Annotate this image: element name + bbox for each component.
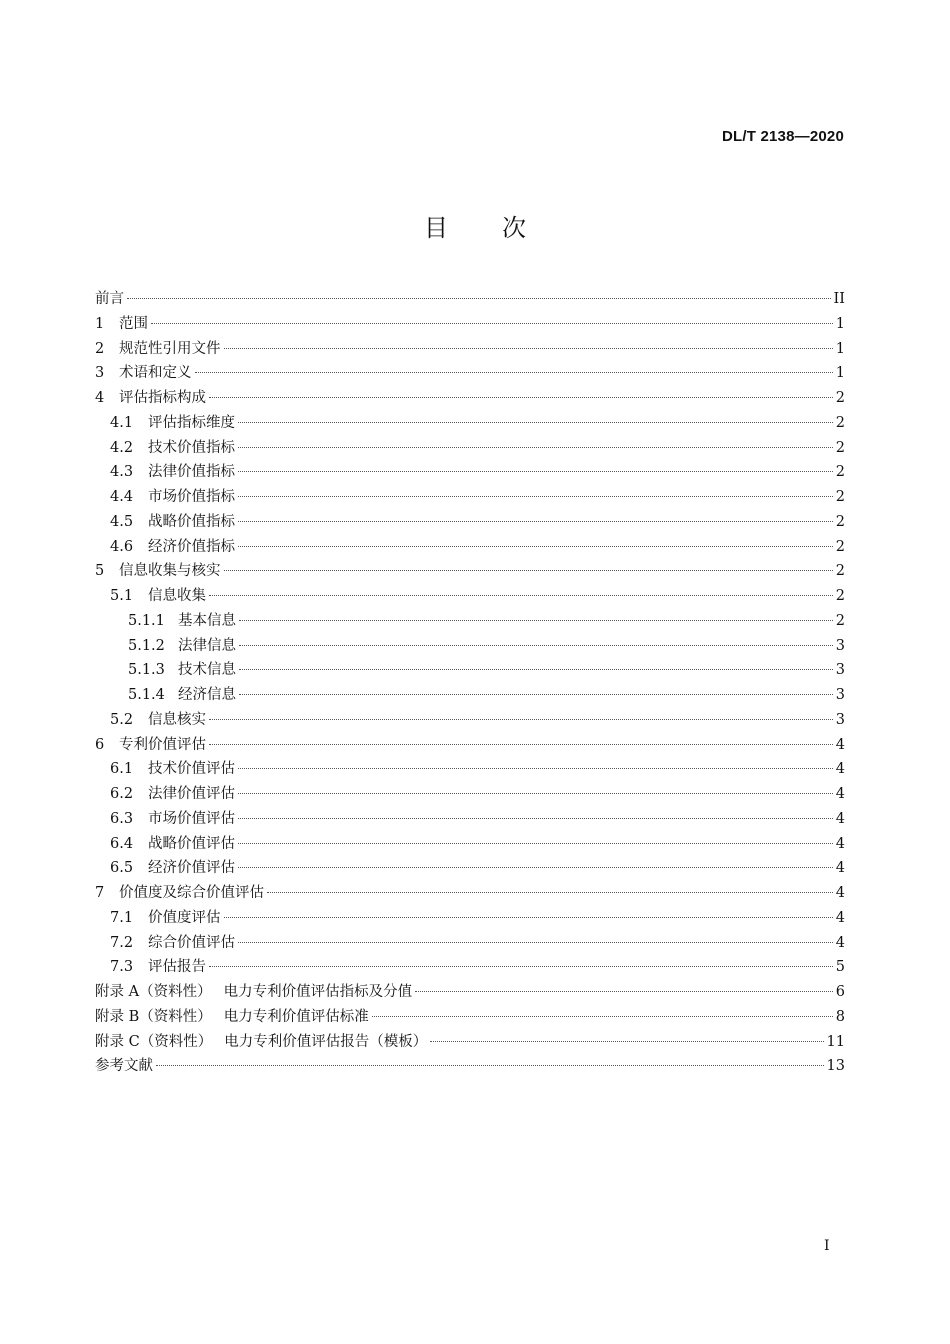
toc-entry-number: 6.4 [110, 835, 134, 852]
toc-entry[interactable] [95, 980, 845, 1005]
toc-entry-label: 评估报告 [148, 959, 206, 976]
toc-entry-page: 1 [835, 365, 845, 382]
toc-entry-page: 4 [835, 885, 845, 901]
toc-entry[interactable] [95, 361, 845, 386]
toc-entry-number: 5.2 [110, 711, 134, 728]
toc-entry-number: 5.1.2 [128, 637, 165, 654]
toc-entry-page: 3 [835, 662, 845, 679]
toc-entry-number: 附录 A（资料性） [95, 984, 212, 1000]
toc-entry-page: 2 [835, 439, 845, 456]
toc-entry[interactable] [95, 287, 845, 312]
toc-entry-page: 3 [835, 637, 845, 654]
toc-entry-label: 基本信息 [178, 612, 236, 629]
toc-entry-page: 4 [835, 934, 845, 951]
toc-entry[interactable] [95, 1054, 845, 1079]
toc-dot-leader [238, 942, 833, 943]
toc-entry-page: II [833, 291, 845, 307]
toc-entry-number: 7.2 [110, 934, 134, 951]
toc-entry-label: 法律价值评估 [148, 786, 235, 802]
toc-entry-number: 7 [95, 885, 105, 901]
toc-dot-leader [238, 496, 833, 497]
toc-entry-number: 5.1.1 [128, 612, 165, 629]
toc-entry-page: 8 [835, 1008, 845, 1025]
toc-entry-label: 价值度评估 [148, 909, 221, 926]
toc-dot-leader [372, 1016, 833, 1017]
toc-entry-number: 4 [95, 390, 105, 406]
toc-dot-leader [238, 471, 833, 472]
toc-entry-page: 11 [826, 1033, 845, 1050]
toc-entry-page: 4 [835, 860, 845, 877]
toc-dot-leader [209, 595, 833, 596]
toc-dot-leader [238, 447, 833, 448]
toc-entry-number: 4.2 [110, 439, 134, 456]
toc-dot-leader [239, 645, 833, 646]
toc-entry-label: 市场价值指标 [148, 489, 235, 505]
toc-dot-leader [209, 966, 833, 967]
toc-dot-leader [239, 669, 833, 670]
toc-entry-number: 6.1 [110, 761, 134, 778]
toc-entry-label: 法律价值指标 [148, 464, 235, 481]
toc-entry-number: 5.1 [110, 588, 134, 604]
toc-entry-label: 电力专利价值评估报告（模板） [224, 1033, 428, 1050]
toc-dot-leader [267, 892, 833, 893]
toc-entry[interactable] [95, 807, 845, 832]
toc-entry-page: 2 [835, 513, 845, 530]
page-number: I [824, 1238, 830, 1254]
table-of-contents [95, 287, 845, 1079]
toc-entry-number: 1 [95, 315, 105, 332]
toc-entry-number: 4.1 [110, 414, 134, 431]
toc-dot-leader [238, 793, 833, 794]
title-char-1: 目 [424, 214, 448, 242]
toc-entry[interactable] [95, 708, 845, 733]
toc-entry-number: 4.3 [110, 464, 134, 481]
toc-entry-page: 1 [835, 315, 845, 332]
toc-entry[interactable] [95, 782, 845, 807]
toc-entry-label: 信息收集与核实 [119, 563, 221, 580]
toc-dot-leader [209, 397, 833, 398]
toc-entry[interactable] [95, 559, 845, 584]
toc-entry[interactable] [95, 386, 845, 411]
toc-entry-page: 2 [835, 612, 845, 629]
toc-entry-label: 经济价值指标 [148, 538, 235, 555]
toc-dot-leader [151, 323, 833, 324]
toc-entry-label: 范围 [119, 315, 148, 332]
toc-dot-leader [156, 1065, 824, 1066]
toc-entry-label: 战略价值指标 [148, 513, 235, 530]
toc-entry[interactable] [95, 658, 845, 683]
toc-entry-page: 1 [835, 340, 845, 357]
toc-dot-leader [224, 348, 833, 349]
toc-dot-leader [238, 818, 833, 819]
toc-entry[interactable] [95, 733, 845, 758]
toc-entry-number: 6.5 [110, 860, 134, 877]
toc-entry-page: 4 [835, 909, 845, 926]
toc-entry-page: 4 [835, 786, 845, 802]
toc-dot-leader [238, 867, 833, 868]
toc-entry-label: 技术信息 [178, 662, 236, 679]
toc-entry-label: 评估指标构成 [119, 390, 206, 406]
toc-entry-number: 附录 C（资料性） [95, 1033, 213, 1050]
document-code: DL/T 2138—2020 [721, 128, 844, 145]
toc-entry-number: 4.4 [110, 489, 134, 505]
toc-entry[interactable] [95, 337, 845, 362]
toc-entry-page: 2 [835, 563, 845, 580]
toc-entry[interactable] [95, 1005, 845, 1030]
toc-dot-leader [238, 843, 833, 844]
toc-dot-leader [209, 744, 833, 745]
toc-entry-page: 2 [835, 538, 845, 555]
toc-entry-number: 附录 B（资料性） [95, 1008, 212, 1025]
toc-entry-number: 6.3 [110, 810, 134, 827]
toc-entry[interactable] [95, 1030, 845, 1055]
toc-entry-label: 规范性引用文件 [119, 340, 221, 357]
toc-dot-leader [238, 521, 833, 522]
toc-entry-label: 技术价值指标 [148, 439, 235, 456]
toc-entry-number: 5.1.4 [128, 687, 165, 703]
toc-dot-leader [415, 991, 833, 992]
toc-entry-label: 战略价值评估 [148, 835, 235, 852]
toc-entry-page: 2 [835, 489, 845, 505]
toc-entry-number: 4.5 [110, 513, 134, 530]
title-char-2: 次 [502, 214, 526, 242]
toc-entry[interactable] [95, 906, 845, 931]
toc-entry-number: 6 [95, 736, 105, 753]
toc-entry[interactable] [95, 485, 845, 510]
toc-dot-leader [224, 570, 833, 571]
toc-entry[interactable] [95, 931, 845, 956]
toc-entry-page: 3 [835, 687, 845, 703]
toc-entry[interactable] [95, 535, 845, 560]
toc-entry-label: 综合价值评估 [148, 934, 235, 951]
toc-entry[interactable] [95, 436, 845, 461]
toc-entry-number: 7.3 [110, 959, 134, 976]
toc-entry-label: 价值度及综合价值评估 [119, 885, 264, 901]
toc-entry-page: 2 [835, 414, 845, 431]
toc-dot-leader [239, 620, 833, 621]
toc-entry[interactable] [95, 312, 845, 337]
toc-entry-number: 3 [95, 365, 105, 382]
toc-entry-label: 信息核实 [148, 711, 206, 728]
toc-entry-label: 经济价值评估 [148, 860, 235, 877]
toc-entry-page: 13 [826, 1058, 845, 1075]
toc-dot-leader [195, 372, 833, 373]
toc-entry-label: 评估指标维度 [148, 414, 235, 431]
toc-entry-page: 4 [835, 835, 845, 852]
toc-entry[interactable] [95, 609, 845, 634]
toc-entry-number: 5.1.3 [128, 662, 165, 679]
toc-entry-page: 3 [835, 711, 845, 728]
page-title [0, 208, 950, 243]
toc-entry-page: 5 [835, 959, 845, 976]
toc-entry[interactable] [95, 411, 845, 436]
toc-entry[interactable] [95, 832, 845, 857]
toc-entry-label: 术语和定义 [119, 365, 192, 382]
toc-dot-leader [238, 546, 833, 547]
toc-entry-page: 2 [835, 588, 845, 604]
toc-entry-label: 专利价值评估 [119, 736, 206, 753]
toc-entry[interactable] [95, 955, 845, 980]
toc-dot-leader [239, 694, 833, 695]
toc-entry[interactable] [95, 856, 845, 881]
toc-entry[interactable] [95, 460, 845, 485]
toc-entry-number: 5 [95, 563, 105, 580]
toc-entry-page: 2 [835, 464, 845, 481]
toc-entry-label: 信息收集 [148, 588, 206, 604]
toc-entry-label: 电力专利价值评估标准 [223, 1008, 369, 1025]
toc-entry-page: 4 [835, 736, 845, 753]
toc-dot-leader [209, 719, 833, 720]
toc-dot-leader [224, 917, 833, 918]
toc-dot-leader [430, 1041, 823, 1042]
toc-entry-page: 6 [835, 984, 845, 1000]
toc-entry[interactable] [95, 634, 845, 659]
toc-entry-label: 市场价值评估 [148, 810, 235, 827]
toc-entry-number: 4.6 [110, 538, 134, 555]
toc-entry-page: 4 [835, 810, 845, 827]
toc-entry-number: 2 [95, 340, 105, 357]
toc-entry[interactable] [95, 584, 845, 609]
toc-entry[interactable] [95, 757, 845, 782]
toc-entry-label: 技术价值评估 [148, 761, 235, 778]
toc-entry[interactable] [95, 683, 845, 708]
toc-entry-page: 2 [835, 390, 845, 406]
toc-entry-page: 4 [835, 761, 845, 778]
toc-entry-label: 经济信息 [178, 687, 236, 703]
toc-entry-label: 参考文献 [95, 1058, 153, 1075]
toc-entry-label: 法律信息 [178, 637, 236, 654]
toc-dot-leader [238, 422, 833, 423]
toc-entry[interactable] [95, 881, 845, 906]
toc-entry[interactable] [95, 510, 845, 535]
toc-dot-leader [238, 768, 833, 769]
toc-dot-leader [127, 298, 831, 299]
toc-entry-label: 前言 [95, 291, 124, 307]
toc-entry-label: 电力专利价值评估指标及分值 [223, 984, 413, 1000]
toc-entry-number: 6.2 [110, 786, 134, 802]
toc-entry-number: 7.1 [110, 909, 134, 926]
